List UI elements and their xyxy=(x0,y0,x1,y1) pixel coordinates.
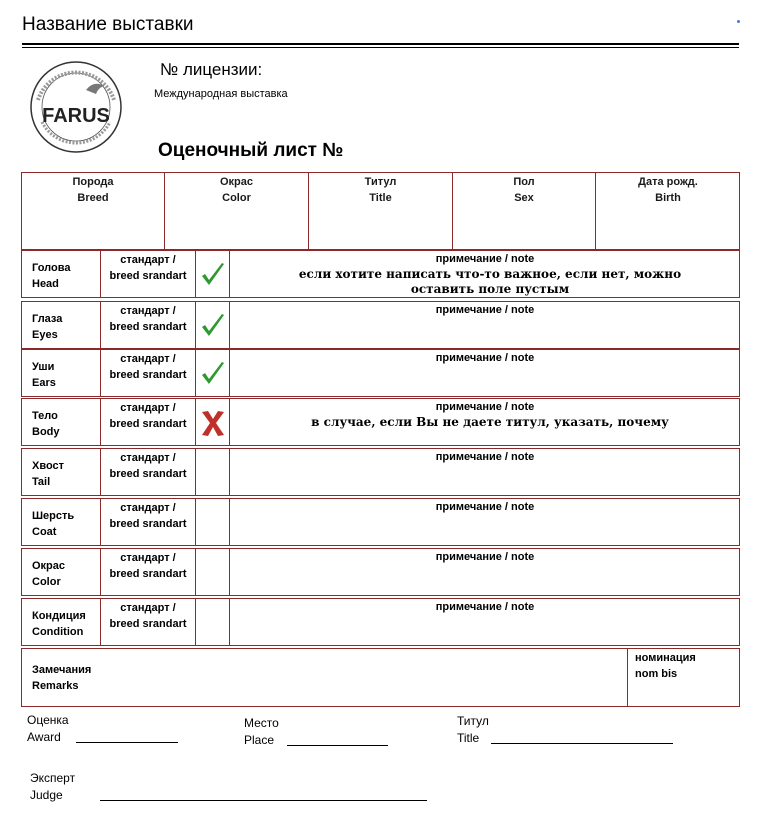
place-ru: Место xyxy=(244,716,279,730)
note-field[interactable] xyxy=(232,319,738,347)
note-field[interactable] xyxy=(232,367,738,395)
standard-en: breed srandart xyxy=(109,518,187,530)
column-breed xyxy=(22,174,164,206)
note-label: примечание / note xyxy=(435,304,535,316)
row-label xyxy=(32,260,70,292)
column-birth xyxy=(596,174,740,206)
note-label: примечание / note xyxy=(435,601,535,613)
standard-label xyxy=(101,600,195,632)
row-label-en: Coat xyxy=(32,526,57,538)
standard-ru: стандарт / xyxy=(120,452,176,464)
row-label xyxy=(32,508,74,540)
remarks-box xyxy=(21,648,740,707)
column-en: Sex xyxy=(514,192,534,204)
note-field[interactable] xyxy=(232,566,738,594)
row-label-en: Body xyxy=(32,426,60,438)
farus-logo xyxy=(28,60,124,154)
column-en: Breed xyxy=(77,192,109,204)
judge-en: Judge xyxy=(30,788,63,802)
sheet-title: Оценочный лист № xyxy=(158,140,344,161)
title-field[interactable] xyxy=(491,743,673,744)
row-label-ru: Шерсть xyxy=(32,510,75,522)
col-divider xyxy=(195,250,196,298)
checkmark-icon xyxy=(198,260,228,290)
note-label: примечание / note xyxy=(435,352,535,364)
row-label-en: Ears xyxy=(32,377,56,389)
award-label xyxy=(27,712,69,746)
column-ru: Титул xyxy=(364,176,397,188)
row-label-en: Tail xyxy=(32,476,51,488)
place-en: Place xyxy=(244,733,275,747)
row-label-ru: Уши xyxy=(32,361,55,373)
row-label xyxy=(32,408,60,440)
column-color xyxy=(165,174,308,206)
row-label xyxy=(32,359,56,391)
col-divider xyxy=(195,301,196,349)
column-ru: Окрас xyxy=(219,176,254,188)
column-en: Title xyxy=(369,192,392,204)
column-en: Color xyxy=(222,192,251,204)
row-label xyxy=(32,458,64,490)
note-text[interactable]: если хотите написать что-то важное, если нет, можно оставить поле пустым xyxy=(298,267,682,296)
place-label xyxy=(244,715,279,749)
standard-ru: стандарт / xyxy=(120,602,176,614)
show-title: Название выставки xyxy=(22,14,194,35)
license-number: № лицензии: xyxy=(160,60,263,79)
judge-label xyxy=(30,770,75,804)
column-title xyxy=(309,174,452,206)
standard-ru: стандарт / xyxy=(120,353,176,365)
note-text[interactable]: в случае, если Вы не даете титул, указать, почему xyxy=(311,415,669,429)
logo-text: FARUS xyxy=(42,105,110,127)
standard-en: breed srandart xyxy=(109,618,187,630)
row-label xyxy=(32,311,62,343)
col-divider xyxy=(195,548,196,596)
remarks-en: Remarks xyxy=(32,680,79,692)
nomination-en: nom bis xyxy=(635,668,678,680)
note-field[interactable] xyxy=(232,466,738,494)
standard-en: breed srandart xyxy=(109,418,187,430)
note-field[interactable] xyxy=(232,616,738,644)
col-divider xyxy=(195,349,196,397)
header-rule xyxy=(22,43,739,45)
row-label-ru: Окрас xyxy=(32,560,66,572)
standard-ru: стандарт / xyxy=(120,502,176,514)
standard-label xyxy=(101,252,195,284)
row-label-en: Color xyxy=(32,576,61,588)
award-ru: Оценка xyxy=(27,713,69,727)
checkmark-icon xyxy=(198,359,228,389)
column-ru: Пол xyxy=(513,176,535,188)
row-label-en: Head xyxy=(32,278,59,290)
column-en: Birth xyxy=(655,192,681,204)
corner-dot xyxy=(737,20,740,23)
nomination-label xyxy=(635,650,696,682)
award-en: Award xyxy=(27,730,61,744)
note-label: примечание / note xyxy=(435,501,535,513)
note-field[interactable] xyxy=(232,516,738,544)
standard-en: breed srandart xyxy=(109,321,187,333)
row-label-ru: Глаза xyxy=(32,313,63,325)
standard-label xyxy=(101,500,195,532)
col-divider xyxy=(195,448,196,496)
note-label: примечание / note xyxy=(435,401,535,413)
place-field[interactable] xyxy=(287,745,388,746)
row-label-en: Eyes xyxy=(32,329,58,341)
standard-ru: стандарт / xyxy=(120,305,176,317)
title-en: Title xyxy=(457,731,480,745)
column-ru: Порода xyxy=(72,176,114,188)
row-label-en: Condition xyxy=(32,626,84,638)
nomination-ru: номинация xyxy=(635,652,696,664)
standard-ru: стандарт / xyxy=(120,254,176,266)
col-divider xyxy=(627,648,628,707)
international-show: Международная выставка xyxy=(154,88,288,100)
column-sex xyxy=(453,174,595,206)
standard-label xyxy=(101,351,195,383)
standard-ru: стандарт / xyxy=(120,402,176,414)
note-label: примечание / note xyxy=(435,451,535,463)
col-divider xyxy=(195,598,196,646)
row-label-ru: Хвост xyxy=(32,460,65,472)
col-divider xyxy=(195,398,196,446)
standard-en: breed srandart xyxy=(109,468,187,480)
standard-en: breed srandart xyxy=(109,270,187,282)
standard-label xyxy=(101,450,195,482)
header-rule-thin xyxy=(22,47,739,48)
remarks-label xyxy=(32,662,91,694)
standard-label xyxy=(101,400,195,432)
standard-label xyxy=(101,550,195,582)
cross-icon xyxy=(198,408,228,438)
column-ru: Дата рожд. xyxy=(638,176,698,188)
remarks-ru: Замечания xyxy=(32,664,92,676)
row-label xyxy=(32,558,65,590)
checkmark-icon xyxy=(198,311,228,341)
note-label: примечание / note xyxy=(435,551,535,563)
standard-label xyxy=(101,303,195,335)
award-field[interactable] xyxy=(76,742,178,743)
title-label xyxy=(457,713,489,747)
note-label: примечание / note xyxy=(435,253,535,265)
standard-en: breed srandart xyxy=(109,369,187,381)
row-label-ru: Голова xyxy=(32,262,71,274)
judge-field[interactable] xyxy=(100,800,427,801)
row-label-ru: Тело xyxy=(32,410,58,422)
title-ru: Титул xyxy=(457,714,489,728)
row-label xyxy=(32,608,86,640)
col-divider xyxy=(195,498,196,546)
row-label-ru: Кондиция xyxy=(32,610,86,622)
judge-ru: Эксперт xyxy=(30,771,76,785)
standard-ru: стандарт / xyxy=(120,552,176,564)
standard-en: breed srandart xyxy=(109,568,187,580)
